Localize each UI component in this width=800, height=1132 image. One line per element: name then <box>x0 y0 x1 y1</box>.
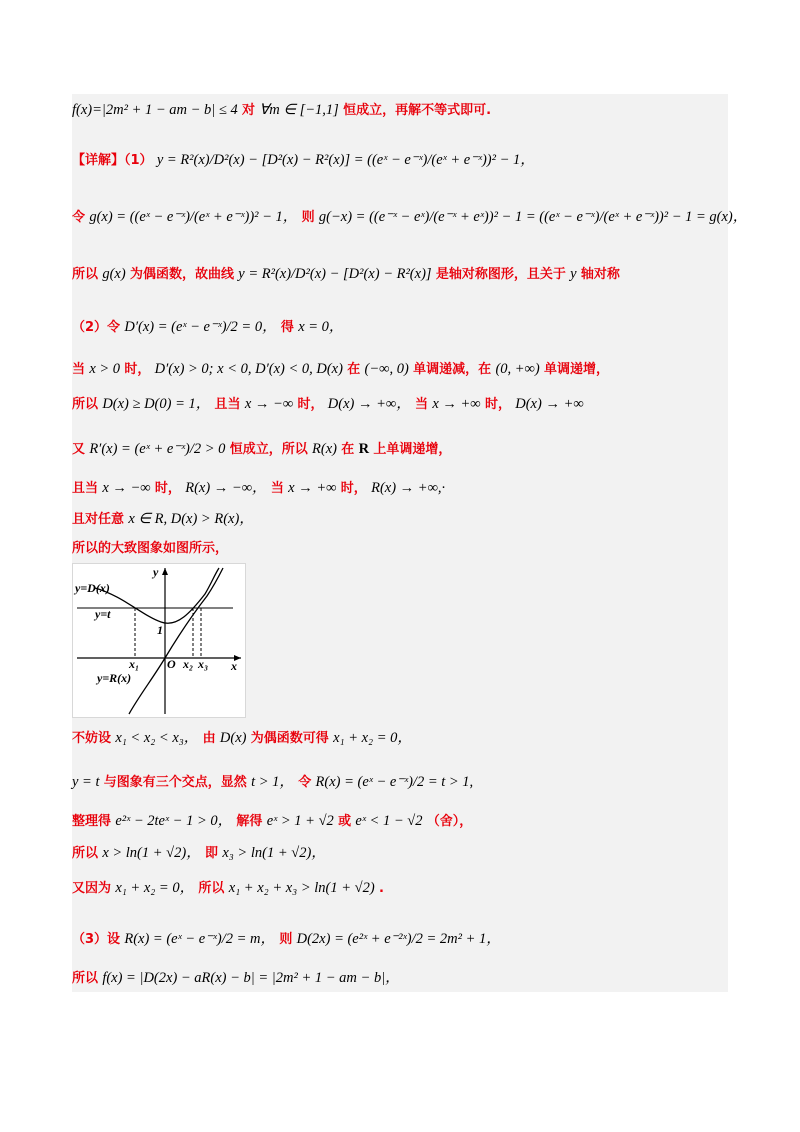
text: 所以 <box>72 397 99 412</box>
y-axis-arrow <box>162 568 168 575</box>
math: x > ln(1 + √2)， <box>102 845 201 861</box>
text: 解得 <box>236 814 263 829</box>
text: 时， <box>340 481 367 496</box>
math: g(x) <box>102 266 126 282</box>
math: eˣ < 1 − √2 <box>355 813 423 829</box>
text: 在 <box>347 362 361 377</box>
text: 时， <box>297 397 324 412</box>
text: （舍）， <box>426 814 473 829</box>
text: 或 <box>338 814 352 829</box>
text: 由 <box>202 731 216 746</box>
math: eˣ > 1 + √2 <box>266 813 334 829</box>
text: 得 <box>280 320 294 335</box>
text: 上单调递增， <box>373 442 452 457</box>
math: x₃ > ln(1 + √2)， <box>222 845 326 861</box>
label-y-axis: y <box>153 565 159 579</box>
math: D(x) <box>219 730 247 746</box>
label-one: 1 <box>157 623 163 637</box>
text: 所以 <box>72 971 99 986</box>
text: 即 <box>205 846 219 861</box>
text: 轴对称 <box>580 267 620 282</box>
line-8 <box>72 438 728 461</box>
label-d: y=D(x) <box>75 581 110 595</box>
math: D(x) ≥ D(0) = 1， <box>102 396 211 412</box>
math: x → −∞ <box>102 480 151 496</box>
text: 单调递减，在 <box>413 362 492 377</box>
line-13 <box>72 771 728 794</box>
math: D(x) → +∞， <box>327 396 411 412</box>
function-graph-figure <box>72 563 246 718</box>
line-4 <box>72 263 728 286</box>
line-9 <box>72 477 728 500</box>
math: R(x) <box>312 441 337 457</box>
label-x2: x₂ <box>183 657 194 671</box>
math: x > 0 <box>89 361 121 377</box>
text: 为偶函数，故曲线 <box>129 267 234 282</box>
text: 整理得 <box>72 814 112 829</box>
line-15 <box>72 842 728 865</box>
text: 恒成立，再解不等式即可. <box>343 103 492 118</box>
math: e²ˣ − 2teˣ − 1 > 0， <box>115 813 233 829</box>
math: y = R²(x)/D²(x) − [D²(x) − R²(x)] <box>238 266 432 282</box>
line-11 <box>72 537 728 560</box>
text: 所以 <box>198 881 225 896</box>
math: f(x)=|2m² + 1 − am − b| ≤ 4 <box>72 102 238 118</box>
text: 当 <box>415 397 429 412</box>
line-12 <box>72 727 728 750</box>
math: x → +∞ <box>432 396 481 412</box>
line-14 <box>72 810 728 833</box>
math: (0, +∞) <box>495 361 540 377</box>
text: 不妨设 <box>72 731 112 746</box>
line-6 <box>72 358 728 381</box>
math: y = R²(x)/D²(x) − [D²(x) − R²(x)] = ((eˣ − e⁻ˣ)/(eˣ + e⁻ˣ))² − 1， <box>156 152 535 168</box>
math: x = 0， <box>298 319 344 335</box>
line-1 <box>72 99 728 122</box>
line-3 <box>72 206 748 229</box>
label-x-axis: x <box>231 659 237 673</box>
text: 当 <box>72 362 86 377</box>
text: （3）设 <box>72 932 121 947</box>
line-7 <box>72 393 728 416</box>
text: 为偶函数可得 <box>250 731 329 746</box>
math: R(x) = (eˣ − e⁻ˣ)/2 = t > 1, <box>315 774 474 790</box>
math: R <box>358 441 370 457</box>
text: 【详解】（1） <box>72 153 153 168</box>
text: 是轴对称图形，且关于 <box>435 267 566 282</box>
line-10 <box>72 508 728 531</box>
line-5 <box>72 316 728 339</box>
text: 且当 <box>72 481 99 496</box>
math: R′(x) = (eˣ + e⁻ˣ)/2 > 0 <box>89 441 226 457</box>
math: y <box>570 266 577 282</box>
math: x₁ < x₂ < x₃， <box>115 730 199 746</box>
graph-svg <box>73 564 245 717</box>
text: 当 <box>270 481 284 496</box>
label-t: y=t <box>95 607 111 621</box>
text: 时， <box>154 481 181 496</box>
line-16 <box>72 877 728 900</box>
math: g(−x) = ((e⁻ˣ − eˣ)/(e⁻ˣ + eˣ))² − 1 = ((eˣ − e⁻ˣ)/(eˣ + e⁻ˣ))² − 1 = g(x)， <box>318 209 748 225</box>
math: R(x) → −∞， <box>185 480 267 496</box>
math: R(x) = (eˣ − e⁻ˣ)/2 = m， <box>124 931 276 947</box>
math: R(x) → +∞,· <box>371 480 446 496</box>
text: 时， <box>484 397 511 412</box>
math: x → +∞ <box>288 480 337 496</box>
math: x₁ + x₂ = 0， <box>115 880 195 896</box>
text: 所以 <box>72 846 99 861</box>
text: 且当 <box>214 397 241 412</box>
math: x → −∞ <box>244 396 294 412</box>
text: 恒成立，所以 <box>229 442 308 457</box>
text: 且对任意 <box>72 512 125 527</box>
line-18 <box>72 967 728 990</box>
math: (−∞, 0) <box>364 361 409 377</box>
text: 又 <box>72 442 86 457</box>
math: f(x) = |D(2x) − aR(x) − b| = |2m² + 1 − am − b|， <box>102 970 400 986</box>
math: D(x) → +∞ <box>515 396 584 412</box>
math: g(x) = ((eˣ − e⁻ˣ)/(eˣ + e⁻ˣ))² − 1， <box>89 209 298 225</box>
text: 与图象有三个交点，显然 <box>103 775 247 790</box>
line-17 <box>72 928 728 951</box>
line-2 <box>72 149 728 172</box>
text: （2）令 <box>72 320 121 335</box>
text: 单调递增， <box>544 362 610 377</box>
math: D′(x) = (eˣ − e⁻ˣ)/2 = 0， <box>124 319 277 335</box>
text: 令 <box>298 775 312 790</box>
math: y = t <box>72 774 100 790</box>
math: D′(x) > 0; x < 0, D′(x) < 0, D(x) <box>154 361 343 377</box>
label-r: y=R(x) <box>97 671 132 685</box>
math: ∀m ∈ [−1,1] <box>259 102 339 118</box>
math: x₁ + x₂ = 0， <box>333 730 412 746</box>
curve-r <box>129 568 223 714</box>
text: 时， <box>124 362 151 377</box>
text: 则 <box>279 932 293 947</box>
text: 在 <box>341 442 355 457</box>
text: 对 <box>242 103 256 118</box>
math: t > 1， <box>251 774 294 790</box>
label-x1: x₁ <box>129 657 140 671</box>
math: D(2x) = (e²ˣ + e⁻²ˣ)/2 = 2m² + 1， <box>296 931 501 947</box>
math: x ∈ R, D(x) > R(x)， <box>128 511 254 527</box>
text: 令 <box>72 210 86 225</box>
label-x3: x₃ <box>198 657 209 671</box>
text: . <box>378 881 384 896</box>
text: 所以 <box>72 267 99 282</box>
label-origin: O <box>167 657 176 671</box>
math: x₁ + x₂ + x₃ > ln(1 + √2) <box>228 880 375 896</box>
text: 所以的大致图象如图所示， <box>72 541 229 556</box>
text: 则 <box>301 210 315 225</box>
text: 又因为 <box>72 881 112 896</box>
